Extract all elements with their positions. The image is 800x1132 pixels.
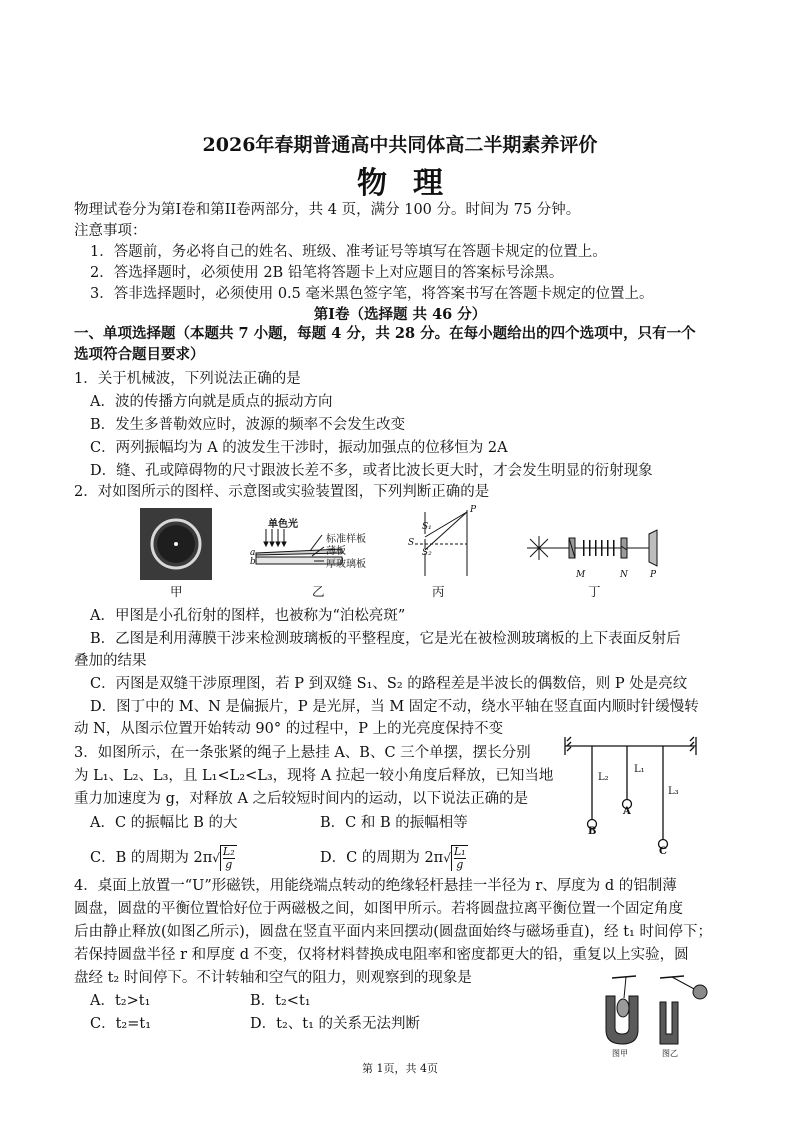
question-stem-cont: 盘经 t₂ 时间停下。不计转轴和空气的阻力，则观察到的现象是 xyxy=(74,970,472,986)
fraction-numerator: L₁ xyxy=(453,845,466,858)
option-b: B．C 和 B 的振幅相等 xyxy=(320,815,468,831)
fig-pend-c: C xyxy=(659,846,667,857)
question-stem: 4．桌面上放置一“U”形磁铁，用能绕端点转动的绝缘轻杆悬挂一半径为 r、厚度为 d 的铝制薄 xyxy=(74,878,677,894)
fraction xyxy=(220,845,237,871)
figure-label-jia: 甲 xyxy=(170,584,183,599)
option-c xyxy=(90,845,237,871)
exam-title: 2026年春期普通高中共同体高二半期素养评价 xyxy=(202,134,598,156)
figure-jia xyxy=(140,508,212,580)
fraction-denominator: g xyxy=(456,858,464,871)
option-d: D．t₂、t₁ 的关系无法判断 xyxy=(250,1016,421,1032)
fig-yi-light: 单色光 xyxy=(268,519,298,530)
option-c: C．两列振幅均为 A 的波发生干涉时，振动加强点的位移恒为 2A xyxy=(90,440,508,456)
option-b: B．t₂<t₁ xyxy=(250,993,311,1009)
fig-pend-a: A xyxy=(623,806,631,817)
fig-bing-s1: S₁ xyxy=(422,522,432,532)
fig-yi-standard: 标准样板 xyxy=(326,534,366,545)
fig-ding-p: P xyxy=(650,570,657,580)
option-d-prefix: D．C 的周期为 2π xyxy=(320,850,444,866)
fig-pend-l3: L₃ xyxy=(668,786,679,797)
section-heading: 一、单项选择题（本题共 7 小题，每题 4 分，共 28 分。在每小题给出的四个选项中，只有一个 xyxy=(74,325,696,342)
fig-pend-l1: L₁ xyxy=(634,764,645,775)
option-d: D．图丁中的 M、N 是偏振片，P 是光屏，当 M 固定不动，绕水平轴在竖直面内顺时针缓慢转 xyxy=(90,699,699,715)
option-a: A．t₂>t₁ xyxy=(90,993,151,1009)
figure-label-bing: 丙 xyxy=(432,584,445,599)
option-b: B．乙图是利用薄膜干涉来检测玻璃板的平整程度，它是光在被检测玻璃板的上下表面反射后 xyxy=(90,631,681,647)
sqrt-symbol: √ xyxy=(212,851,220,865)
option-d: D．缝、孔或障碍物的尺寸跟波长差不多，或者比波长更大时，才会发生明显的衍射现象 xyxy=(90,463,653,479)
fig-bing-s2: S₂ xyxy=(422,548,432,558)
figure-label-yi: 图乙 xyxy=(662,1049,678,1058)
fig-yi-b: b xyxy=(250,557,256,567)
sqrt-symbol: √ xyxy=(443,851,451,865)
page-footer: 第 1页，共 4页 xyxy=(362,1062,438,1075)
option-a: A．C 的振幅比 B 的大 xyxy=(90,815,238,831)
fig-bing-s: S xyxy=(408,538,415,548)
question-stem-cont: 为 L₁、L₂、L₃，且 L₁<L₂<L₃，现将 A 拉起一较小角度后释放，已知当地 xyxy=(74,768,554,784)
option-b: B．发生多普勒效应时，波源的频率不会发生改变 xyxy=(90,417,406,433)
option-a: A．甲图是小孔衍射的图样，也被称为“泊松亮斑” xyxy=(90,608,406,624)
fraction-denominator: g xyxy=(225,858,233,871)
fig-yi-a: a xyxy=(250,548,256,558)
notice-item: 2．答选择题时，必须使用 2B 铅笔将答题卡上对应题目的答案标号涂黑。 xyxy=(90,265,564,281)
figure-pendulums xyxy=(565,733,700,863)
section-heading-cont: 选项符合题目要求） xyxy=(74,346,205,363)
notice-item: 1．答题前，务必将自己的姓名、班级、准考证号等填写在答题卡规定的位置上。 xyxy=(90,244,607,260)
fraction-numerator: L₂ xyxy=(222,845,235,858)
figure-ding xyxy=(525,528,665,570)
figure-label-ding: 丁 xyxy=(588,584,601,599)
option-c: C．丙图是双缝干涉原理图，若 P 到双缝 S₁、S₂ 的路程差是半波长的偶数倍，则 P 处是亮纹 xyxy=(90,676,688,692)
part-heading: 第I卷（选择题 共 46 分） xyxy=(313,306,487,323)
option-d-cont: 动 N，从图示位置开始转动 90° 的过程中，P 上的光亮度保持不变 xyxy=(74,721,504,737)
fig-pend-b: B xyxy=(588,826,597,837)
subject-title: 物理 xyxy=(357,166,469,201)
figure-magnets xyxy=(596,972,716,1052)
question-stem: 1．关于机械波，下列说法正确的是 xyxy=(74,371,301,387)
fig-yi-thin: 薄板 xyxy=(326,546,346,557)
option-a: A．波的传播方向就是质点的振动方向 xyxy=(90,394,333,410)
option-d xyxy=(320,845,468,871)
question-stem-cont: 后由静止释放(如图乙所示)，圆盘在竖直平面内来回摆动(圆盘面始终与磁场垂直)，经 t₁ 时间停下； xyxy=(74,924,712,940)
question-stem: 3．如图所示，在一条张紧的绳子上悬挂 A、B、C 三个单摆，摆长分别 xyxy=(74,745,531,761)
fig-pend-l2: L₂ xyxy=(598,772,609,783)
fraction xyxy=(451,845,468,871)
question-stem: 2．对如图所示的图样、示意图或实验装置图，下列判断正确的是 xyxy=(74,484,490,500)
figure-label-yi: 乙 xyxy=(312,584,325,599)
figure-label-jia: 图甲 xyxy=(612,1049,628,1058)
notice-item: 3．答非选择题时，必须使用 0.5 毫米黑色签字笔，将答案书写在答题卡规定的位置上。 xyxy=(90,286,654,302)
fig-bing-p: P xyxy=(470,505,477,515)
option-c-prefix: C．B 的周期为 2π xyxy=(90,850,213,866)
question-stem-cont: 若保持圆盘半径 r 和厚度 d 不变，仅将材料替换成电阻率和密度都更大的铅，重复以上实验，圆 xyxy=(74,947,689,963)
figure-bing xyxy=(405,508,475,578)
question-stem-cont: 重力加速度为 g，对释放 A 之后较短时间内的运动，以下说法正确的是 xyxy=(74,791,529,807)
question-stem-cont: 圆盘，圆盘的平衡位置恰好位于两磁极之间，如图甲所示。若将圆盘拉离平衡位置一个固定角度 xyxy=(74,901,683,917)
intro-line: 物理试卷分为第I卷和第II卷两部分，共 4 页，满分 100 分。时间为 75 分钟。 xyxy=(74,202,581,218)
option-c: C．t₂=t₁ xyxy=(90,1016,152,1032)
fig-yi-thick: 厚玻璃板 xyxy=(326,559,366,570)
fig-ding-n: N xyxy=(620,570,628,580)
fig-ding-m: M xyxy=(576,570,586,580)
option-b-cont: 叠加的结果 xyxy=(74,653,147,669)
notice-label: 注意事项： xyxy=(74,223,147,239)
